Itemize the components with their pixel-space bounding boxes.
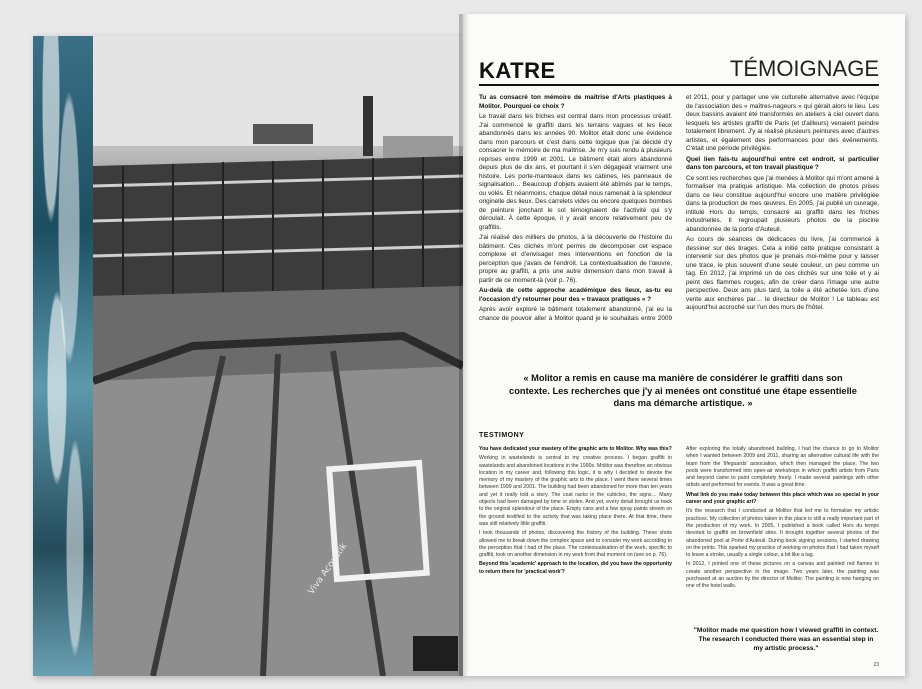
pool-illustration (93, 36, 463, 676)
magazine-spread (33, 14, 905, 676)
left-page-photo (33, 36, 463, 676)
english-interview (479, 446, 879, 621)
english-title: TESTIMONY (479, 432, 525, 439)
en-question-3: What link do you make today between this place which was so special in your career and your graphic art? (686, 491, 879, 506)
fr-answer-1b: J'ai réalisé des milliers de photos, à la découverte de l'histoire du bâtiment. Ces clichés m'ont permis de décomposer cet espace complexe et d'envisager mes interventions en fonction de la perception que j'avais de l'endroit. La contextualisation de l'œuvre, propre au graffiti, a pris une autre dimension dans mon travail à partir de ce moment-là (voir p. 76). (479, 234, 672, 284)
en-answer-1b: I took thousands of photos, discovering the history of the building. These shots allowed me to break down the complex space and to consider my work according to the perception that I had of the place. The contextualisation of the work, specific to graffiti, took on another dimension in my work from that moment on (see on p. 76). (479, 530, 672, 559)
en-answer-1: Working in wastelands is central to my creative process. I began graffiti in wastelands and abandoned locations in the 1990s. Molitor was therefore an obvious location in my career and, following this logic, it is why I decided to devote the memory of my mastery of the graphic arts to the place. I went there several times between 1999 and 2001. The building had been abandoned for more than ten years and yet it really told a story. The coat racks in the cubicles, the signs… Many objects had been damaged by time or stolen. And yet, every detail brought us back to the original splendour of the place. Empty cans and a few spray paints strewn on the ground testified to the activity that was taking place there. At that time, there was still relatively little graffiti. (479, 455, 672, 527)
french-interview (479, 94, 879, 364)
right-page-text (463, 14, 905, 676)
fr-answer-3b: Au cours de séances de dédicaces du livre, j'ai commencé à dessiner sur des tirages. Cela a initié cette pratique consistant à intervenir sur des photos que je prenais moi-même pour y laisser une trace, le plus souvent d'une seule couleur, un peu comme un tag. En 2012, j'ai imprimé un de ces clichés sur une toile et y ai peint des flammes rouges, afin de créer dans l'image une autre perspective. Deux ans plus tard, la toile a été achetée lors d'une vente aux enchères par… le directeur de Molitor ! Le tableau est aujourd'hui accroché sur l'un des murs de l'hôtel. (686, 236, 879, 311)
graffiti-text: Viva Acoustik (306, 541, 350, 597)
pool-water-strip (33, 36, 93, 676)
fr-question-3: Quel lien fais-tu aujourd'hui entre cet endroit, si particulier dans ton parcours, et ton travail plastique ? (686, 155, 879, 171)
en-question-1: You have dedicated your mastery of the graphic arts to Molitor. Why was this? (479, 446, 672, 452)
page-number: 23 (873, 662, 879, 668)
french-pullquote: « Molitor a remis en cause ma manière de considérer le graffiti dans son contexte. Les recherches que j'y ai menées ont constitué une étape essentielle dans ma démarche artistique. » (509, 373, 857, 408)
fr-answer-3: Ce sont les recherches que j'ai menées à Molitor qui m'ont amené à formaliser ma pratique artistique. Ma collection de photos prises dans ce lieu constitue aujourd'hui encore une matière privilégiée dans la production de mes œuvres. En 2005, j'ai publié un ouvrage, intitulé Hors du temps, consacré au graffiti dans les friches industrielles. Il regroupait plusieurs photos de la piscine abandonnée de la porte d'Auteuil. (686, 174, 879, 233)
en-answer-3: It's the research that I conducted at Molitor that led me to formalise my artistic practices. My collection of photos taken in this place is still a really important part of the production of my work. In 2005, I published a book called Hors du temps devoted to graffiti on brownfield sites. It brought together several photos of the abandoned pool at Porte d'Auteuil. During book signing sessions, I started drawing on the prints. This sparked my practice of working on photos that I had taken myself to leave a stroke, usually a single colour, a bit like a tag. (686, 508, 879, 559)
fr-answer-1: Le travail dans les friches est central dans mon processus créatif. J'ai commencé le graffiti dans les terrains vagues et les lieux abandonnés dans les années 90. Molitor était donc une évidence dans mon parcours et c'est dans cette logique que j'ai décidé d'y consacrer le mémoire de ma maîtrise. Je m'y suis rendu à plusieurs reprises entre 1999 et 2001. Le bâtiment était alors abandonné depuis plus de dix ans, et pourtant il s'en dégageait vraiment une histoire. Les porte-manteaux dans les cabines, les panneaux de signalisation… Beaucoup d'objets avaient été abîmés par le temps, ou volés. Et néanmoins, chaque détail nous ramenait à la splendeur originelle des lieux. Des carrelets vides ou encore quelques bombes de peinture jonchant le sol témoignaient de l'activité qui s'y déroulait. À cette époque, il y avait encore relativement peu de graffitis. (479, 113, 672, 231)
en-answer-2: After exploring the totally abandoned building, I had the chance to go to Molitor when I wanted between 2009 and 2011, sharing an alternative cultural life with the team from the 'lifeguards' association, which then managed the place. The two pools were transformed into open-air workshops in which graffiti artists from Paris and beyond came to paint completely freely. I made several paintings with other artists and performed for events. It was a great time. (686, 446, 879, 489)
molitor-pool-photo (93, 36, 463, 676)
section-title: TÉMOIGNAGE (729, 56, 879, 81)
fr-question-1: Tu as consacré ton mémoire de maîtrise d'Arts plastiques à Molitor. Pourquoi ce choix ? (479, 94, 672, 110)
fr-question-2: Au-delà de cette approche académique des lieux, as-tu eu l'occasion d'y retourner pour des « travaux pratiques » ? (479, 287, 672, 303)
english-pullquote: "Molitor made me question how I viewed graffiti in context. The research I conducted there was an essential step in my artistic process." (693, 627, 879, 652)
artist-name: KATRE (479, 58, 556, 83)
en-answer-3b: In 2012, I printed one of these pictures on a canvas and painted red flames to create another perspective in the image. Two years later, the painting was purchased at an auction by the director of Molitor. The painting is now hanging on one of the hotel walls. (686, 561, 879, 590)
en-question-2: Beyond this 'academic' approach to the location, did you have the opportunity to return there for 'practical work'? (479, 561, 672, 575)
fr-answer-2: Après avoir exploré le bâtiment totalement abandonné, j'ai eu la chance de pouvoir aller à Molitor quand je le souhaitais entre 2009 et 2011, pour y partager une vie culturelle alternative avec l'équipe de l'association des « maîtres-nageurs » qui gérait alors le lieu. Les deux bassins avaient été transformés en ateliers à ciel ouvert dans lesquels les artistes graffiti de Paris (et d'ailleurs) venaient peindre totalement librement. J'y ai réalisé plusieurs peintures avec d'autres artistes, et également des performances pour des événements. C'était une période privilégiée. (479, 94, 879, 322)
book-spine-shadow (459, 14, 469, 676)
header-rule (479, 84, 879, 86)
